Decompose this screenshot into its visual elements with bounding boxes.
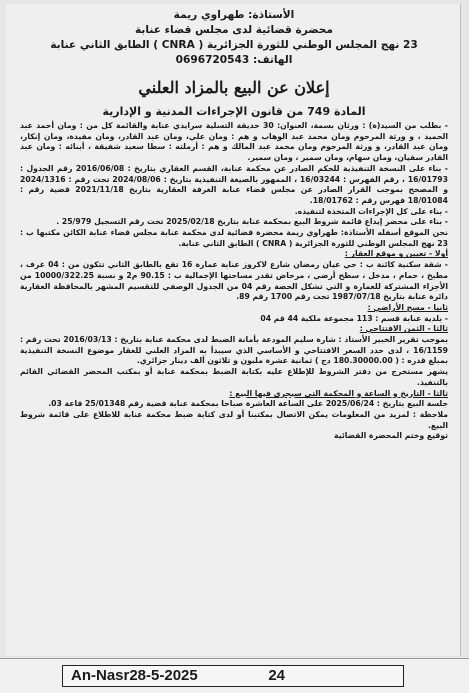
- bailiff-title: محضرة قضائية لدى مجلس قضاء عنابة: [134, 24, 333, 36]
- paragraph-bailiff: نحن الموقع أسفله الأستاذة: طهراوي ريمة محضرة قضائية لدى محكمة عنابة مجلس قضاء عنابة الكائن مكتبها ب : 23 نهج المجلس الوطني للثورة الجزائرية ( CNRA ) الطابق الثاني عنابة.: [20, 228, 448, 248]
- footer-tag: [62, 665, 404, 687]
- page-number: 24: [268, 667, 285, 684]
- notice-subtitle: المادة 749 من قانون الإجراءات المدنية و الإدارية: [102, 105, 366, 118]
- paragraph-procedures: - بناء على كل الإجراءات المتخذة لتنفيذه.: [294, 206, 448, 216]
- section-price-heading: ثالثا - الثمن الافتتاحي :: [359, 324, 448, 334]
- paragraph-property: - شقة سكنية كائنة ب : حي عيان رمضان شارع لاكروز عنابة عمارة 16 تقع بالطابق الثاني تتكون من : 04 غرف ، مطبخ ، حمام ، مدخل ، سطح أرضي ، مرحاض تقدر مساحتها الإجمالية ب : 90.15 م2 و نسبة 10000/322.25 من الأجزاء المشتركة للعمارة و التي تشكل الحصة رقم 04 من الجدول الوصفي للتقسيم المشهر بالمحافظة العقارية دائرة عنابة بتاريخ 1987/07/18 تحت رقم 1700 رقم 89.: [20, 260, 448, 302]
- paragraph-session: جلسة البيع بتاريخ : 2025/06/24 على الساعة العاشرة صباحا بمحكمة عنابة قضية رقم 25/01348 قاعة 03.: [48, 399, 448, 409]
- paragraph-requester: - بطلب من السيد(ة) : ورثان بسمة، العنوان: 30 حديقة التسلية سرايدي عنابة والقائمة كل من : ومان أحمد عبد الحميد ، و ورثة المرحوم ومان محمد عبد الوهاب و هم : ومان علي، ومان عبد القادر، ومان مفيدة، ومان إنكار، ومان عبد القادر، و ورثة المرحوم ومان محمد عبد المالك و هم : أرملته : سطا سعيد شفيقة ، أبنائه : ومان عبد القادر سفيان، ومان سهام، ومان سمير ، ومان سمير.: [20, 121, 448, 163]
- notice-title: إعلان عن البيع بالمزاد العلني: [138, 78, 330, 97]
- auction-notice: [6, 4, 461, 656]
- paragraph-survey: - بلدية عنابة قسم : 113 مجموعة ملكية 44 قم 04: [260, 313, 448, 323]
- section-sale-heading: ثالثا - التاريخ و الساعة و المحكمة التي سيجري فيها البيع :: [229, 388, 448, 398]
- paragraph-note: ملاحظة : لمزيد من المعلومات يمكن الاتصال بمكتبنا أو لدى كتابة ضبط محكمة عنابة للاطلاع على قائمة شروط البيع.: [20, 409, 448, 430]
- section-survey-heading: ثانيا - مسح الأراضي :: [367, 302, 448, 312]
- section-property-heading: أولا - تعيين و موقع العقار :: [344, 249, 448, 259]
- newspaper-date: An-Nasr28-5-2025: [71, 667, 198, 684]
- paragraph-judgment: - بناء على النسخة التنفيذية للحكم الصادر عن محكمة عنابة، القسم العقاري بتاريخ : 2016/06/08 رقم الجدول : 16/01793 ، رقم الفهرس : 16/03244 ، الممهور بالصيغة التنفيذية بتاريخ : 2024/08/06 تحت رقم : 2024/1316 و المصحح بموجب القرار الصادر عن مجلس قضاء عنابة الغرفة العقارية بتاريخ 2021/11/18 قضية رقم : 18/01084 فهرس رقم : 18/01762.: [20, 163, 448, 205]
- notice-body: [20, 121, 448, 442]
- paragraph-deposit: - بناء على محضر إيداع قائمة شروط البيع بمحكمة عنابة بتاريخ 2025/02/18 تحت رقم التسجيل 25/979 .: [56, 217, 448, 227]
- bailiff-address: 23 نهج المجلس الوطني للثورة الجزائرية ( CNRA ) الطابق الثاني عنابة: [50, 39, 418, 51]
- paragraph-extract: يشهر مستخرج من دفتر الشروط للإطلاع عليه بكتابة الضبط بمحكمة عنابة أو بمكتب المحضر القضائي القائم بالتنفيذ.: [20, 367, 448, 387]
- bailiff-name: الأستاذة: طهراوي ريمة: [173, 9, 295, 21]
- page-footer: [0, 658, 469, 693]
- paragraph-price: بموجب تقرير الخبير الأستاذ : شارة سليم المودعة بأمانة الضبط لدى محكمة عنابة بتاريخ : 2016/03/13 تحت رقم : 16/1159 ، لدى حدد السعر الافتتاحي و الأساسي الذي سيبدأ به المزاد العلني للعقار موضوع النسخة التنفيذية بمبلغ قدره : ( 180.30000.00 دج ) ثمانية عشرة مليون و ثلاثون ألف دينار جزائري.: [20, 335, 448, 366]
- bailiff-phone: الهاتف: 0696720543: [175, 54, 293, 66]
- paragraph-signature: توقيع وختم المحضرة القضائية: [334, 431, 448, 441]
